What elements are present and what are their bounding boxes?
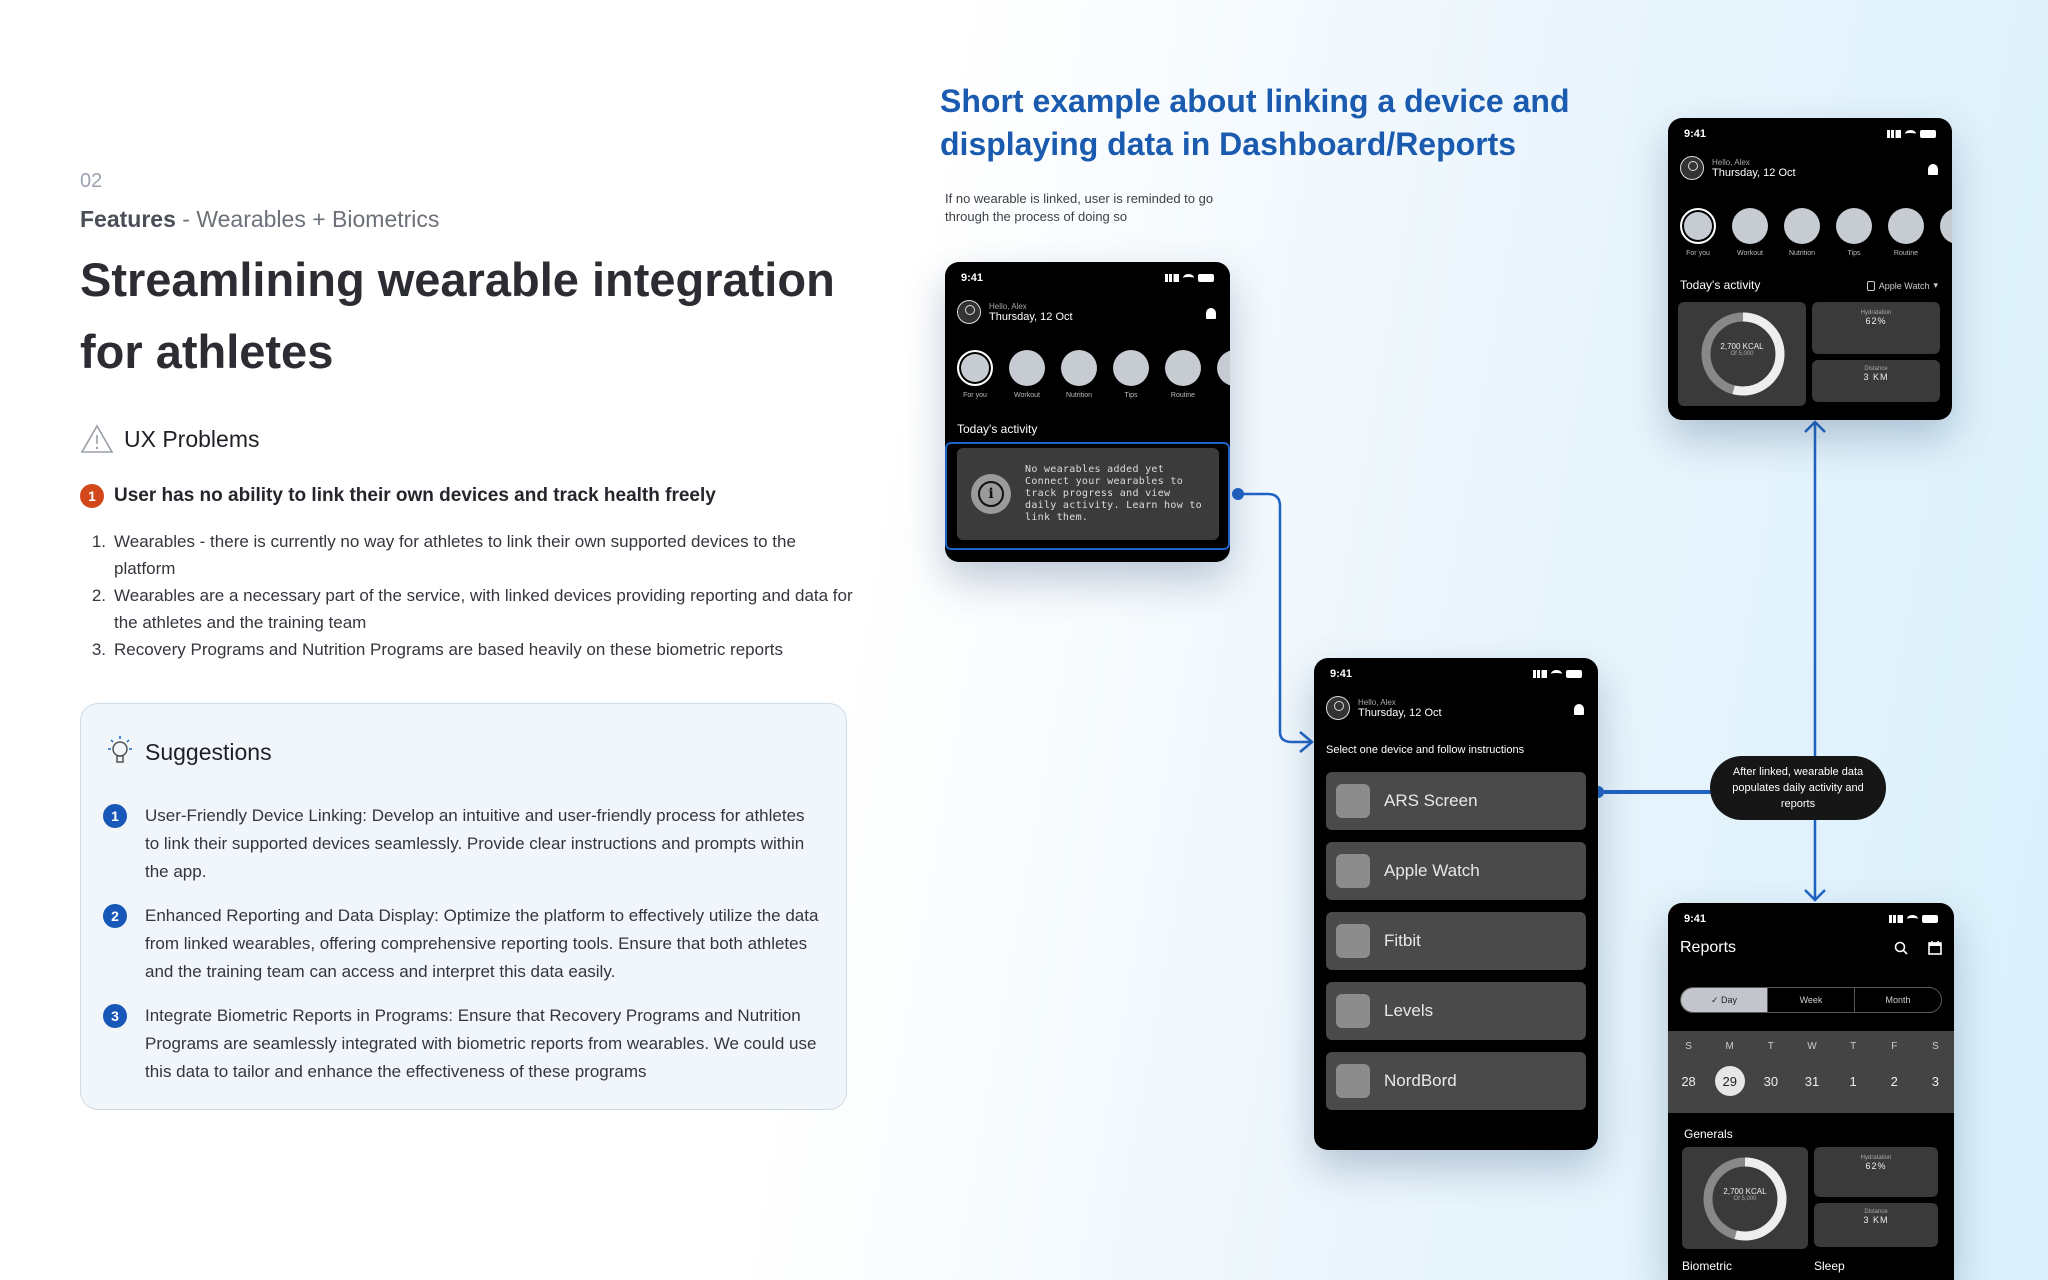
category-routine[interactable]: [1165, 350, 1201, 399]
segment-week[interactable]: [1768, 988, 1855, 1012]
lightbulb-icon: [103, 734, 137, 770]
hydration-value: 62%: [1865, 1161, 1887, 1171]
warning-icon: [80, 423, 114, 455]
list-number: 1.: [91, 532, 106, 551]
kcal-card[interactable]: [1678, 302, 1806, 406]
flow-note: If no wearable is linked, user is reminded to go through the process of doing so: [945, 191, 1214, 224]
feature-breadcrumb: [80, 206, 439, 233]
avatar[interactable]: [1680, 156, 1704, 180]
category-label: Routine: [1170, 392, 1196, 399]
bell-icon[interactable]: [1206, 308, 1216, 319]
device-label: NordBord: [1384, 1071, 1457, 1090]
empty-title: No wearables added yet: [1025, 464, 1165, 475]
distance-card[interactable]: [1812, 360, 1940, 402]
kcal-value: 2,700 KCAL: [1720, 342, 1764, 351]
hydration-card[interactable]: [1812, 302, 1940, 354]
hydration-value: 62%: [1865, 316, 1887, 326]
date-cell-selected[interactable]: 29: [1715, 1066, 1745, 1096]
hydration-card[interactable]: [1814, 1147, 1938, 1197]
weekday-label: S: [1932, 1041, 1939, 1052]
segment-month[interactable]: [1855, 988, 1941, 1012]
battery-icon: [1920, 130, 1936, 138]
device-item-nordbord[interactable]: [1326, 1052, 1586, 1110]
segment-label: Day: [1721, 995, 1738, 1005]
list-text: Wearables - there is currently no way for athletes to link their own supported devices to the platform: [114, 532, 796, 578]
category-routine[interactable]: [1888, 208, 1924, 257]
distance-value: 3 KM: [1863, 1215, 1889, 1225]
kcal-card[interactable]: [1682, 1147, 1808, 1249]
category-label: Tips: [1847, 250, 1861, 257]
device-icon: [1336, 854, 1370, 888]
device-label: Levels: [1384, 1001, 1434, 1020]
signal-icon: [1889, 915, 1903, 923]
category-label: For you: [963, 392, 987, 399]
avatar[interactable]: [1326, 696, 1350, 720]
wifi-icon: [1183, 274, 1194, 282]
status-time: 9:41: [1330, 668, 1353, 680]
select-device-label: Select one device and follow instructions: [1326, 744, 1525, 756]
generals-label: Generals: [1684, 1127, 1733, 1141]
suggestion-number-badge: 2: [103, 904, 127, 928]
avatar[interactable]: [957, 300, 981, 324]
watch-icon: [1867, 281, 1875, 291]
flow-title: Short example about linking a device and displaying data in Dashboard/Reports: [940, 83, 1570, 162]
category-image: [957, 350, 993, 386]
date-cell[interactable]: 30: [1763, 1073, 1779, 1089]
today-activity-label: Today's activity: [957, 422, 1038, 436]
list-item: [86, 636, 856, 663]
period-segmented-control: [1680, 987, 1942, 1013]
category-workout[interactable]: [1009, 350, 1045, 399]
suggestions-heading: [103, 734, 272, 770]
distance-card[interactable]: [1814, 1203, 1938, 1247]
category-image: [1165, 350, 1201, 386]
device-item-ars-screen[interactable]: [1326, 772, 1586, 830]
category-image: [1784, 208, 1820, 244]
flow-callout: After linked, wearable data populates daily activity and reports: [1710, 756, 1886, 820]
bell-icon[interactable]: [1928, 164, 1938, 175]
category-for-you[interactable]: [957, 350, 993, 399]
greeting-hello: Hello, Alex: [1712, 157, 1750, 167]
category-tips[interactable]: [1836, 208, 1872, 257]
suggestion-number-badge: 3: [103, 1004, 127, 1028]
category-image: [1732, 208, 1768, 244]
problem-title-row: [80, 484, 716, 508]
category-row: [957, 350, 1230, 399]
kcal-value: 2,700 KCAL: [1723, 1187, 1767, 1196]
weekday-label: W: [1807, 1041, 1817, 1052]
hydration-label: Hydratation: [1860, 1155, 1892, 1161]
wifi-icon: [1551, 670, 1562, 678]
section-number: 02: [80, 170, 103, 192]
status-bar: [1330, 668, 1582, 680]
category-image: [1217, 350, 1230, 386]
distance-label: Distance: [1864, 1209, 1888, 1215]
device-label: Apple Watch: [1384, 861, 1480, 880]
signal-icon: [1533, 670, 1547, 678]
today-activity-label: Today's activity: [1680, 278, 1761, 292]
kcal-target: Of 5,000: [1733, 1196, 1757, 1202]
suggestion-number-badge: 1: [103, 804, 127, 828]
list-item: [86, 582, 856, 636]
device-icon: [1336, 1064, 1370, 1098]
suggestions-card: [80, 703, 847, 1110]
ux-problems-label: UX Problems: [124, 425, 260, 452]
category-image: [1113, 350, 1149, 386]
phone-empty-state: [945, 262, 1230, 562]
suggestion-item: [103, 902, 823, 986]
problem-title: User has no ability to link their own devices and track health freely: [114, 485, 716, 506]
empty-body: Connect your wearables to track progress and view daily activity. Learn how to link them.: [1025, 476, 1202, 523]
device-selector[interactable]: [1867, 280, 1938, 291]
greeting: [957, 300, 1073, 324]
category-image: [1836, 208, 1872, 244]
greeting-date: Thursday, 12 Oct: [1358, 706, 1442, 719]
calendar-icon[interactable]: [1928, 940, 1942, 955]
hydration-label: Hydratation: [1860, 310, 1892, 316]
device-selector-label: Apple Watch: [1878, 280, 1930, 291]
phone-device-select: [1314, 658, 1598, 1150]
weekday-label: T: [1850, 1041, 1857, 1052]
category-more[interactable]: [1217, 350, 1230, 399]
suggestion-item: [103, 802, 823, 886]
page-title: Streamlining wearable integration for athletes: [80, 253, 835, 378]
device-item-levels[interactable]: [1326, 982, 1586, 1040]
signal-icon: [1887, 130, 1901, 138]
device-icon: [1336, 924, 1370, 958]
list-text: Recovery Programs and Nutrition Programs are based heavily on these biometric reports: [114, 640, 783, 659]
category-image: [1680, 208, 1716, 244]
category-image: [1888, 208, 1924, 244]
reports-title: Reports: [1680, 939, 1737, 956]
date-cell[interactable]: 28: [1681, 1073, 1696, 1089]
ux-problems-heading: [80, 423, 259, 455]
device-item-fitbit[interactable]: [1326, 912, 1586, 970]
date-cell[interactable]: 3: [1931, 1073, 1940, 1089]
bell-icon[interactable]: [1574, 704, 1584, 715]
greeting: [1680, 156, 1796, 180]
distance-value: 3 KM: [1863, 372, 1889, 382]
list-number: 2.: [91, 586, 106, 605]
search-icon[interactable]: [1894, 941, 1908, 955]
greeting-hello: Hello, Alex: [989, 301, 1027, 311]
category-label: Nutrition: [1788, 250, 1816, 257]
status-time: 9:41: [961, 272, 984, 284]
category-row: [1680, 208, 1952, 257]
sleep-label: Sleep: [1814, 1259, 1845, 1273]
segment-day[interactable]: [1681, 988, 1768, 1012]
problem-list: [86, 528, 856, 663]
info-icon: i: [971, 474, 1011, 514]
greeting-hello: Hello, Alex: [1358, 697, 1396, 707]
greeting-date: Thursday, 12 Oct: [989, 310, 1073, 323]
segment-label: Week: [1799, 995, 1823, 1005]
weekday-row: [1668, 1041, 1954, 1052]
category-nutrition[interactable]: [1784, 208, 1820, 257]
highlight-frame: [945, 442, 1230, 550]
status-bar: [1684, 913, 1938, 925]
greeting: [1326, 696, 1442, 720]
problem-number-badge: 1: [80, 484, 104, 508]
category-image: [1061, 350, 1097, 386]
kcal-target: Of 5,000: [1730, 351, 1754, 357]
suggestion-text: Enhanced Reporting and Data Display: Optimize the platform to effectively utilize the data from linked wearables, offering comprehensive reporting tools. Ensure that both athletes and the training team can access and interpret this data easily.: [145, 906, 819, 981]
status-time: 9:41: [1684, 913, 1707, 925]
wifi-icon: [1905, 130, 1916, 138]
wifi-icon: [1907, 915, 1918, 923]
device-icon: [1336, 784, 1370, 818]
list-item: [86, 528, 856, 582]
weekday-label: M: [1725, 1041, 1734, 1052]
signal-icon: [1165, 274, 1179, 282]
date-cell[interactable]: 31: [1804, 1073, 1820, 1089]
category-workout[interactable]: [1732, 208, 1768, 257]
category-for-you[interactable]: [1680, 208, 1716, 257]
category-label: Tips: [1124, 392, 1138, 399]
category-label: Nutrition: [1065, 392, 1093, 399]
category-more[interactable]: [1940, 208, 1952, 257]
chevron-down-icon: ▾: [1933, 280, 1938, 290]
list-text: Wearables are a necessary part of the service, with linked devices providing reporting and data for the athletes and the training team: [114, 586, 853, 632]
date-cell[interactable]: 2: [1890, 1073, 1898, 1089]
status-bar: [961, 272, 1214, 284]
weekday-label: T: [1767, 1041, 1774, 1052]
category-image: [1009, 350, 1045, 386]
suggestion-text: Integrate Biometric Reports in Programs: Ensure that Recovery Programs and Nutrition Programs are seamlessly integrated with biometric reports from wearables. We could use this data to tailor and enhance the effectiveness of these programs: [145, 1006, 817, 1081]
category-tips[interactable]: [1113, 350, 1149, 399]
greeting-date: Thursday, 12 Oct: [1712, 166, 1796, 179]
weekday-label: F: [1891, 1041, 1898, 1052]
kcal-text: [1682, 1187, 1808, 1202]
check-icon: ✓: [1710, 994, 1722, 1005]
date-cell[interactable]: 1: [1849, 1073, 1857, 1089]
week-calendar: [1668, 1031, 1954, 1113]
device-label: Fitbit: [1384, 931, 1421, 950]
battery-icon: [1198, 274, 1214, 282]
biometric-label: Biometric: [1682, 1259, 1733, 1273]
phone-dashboard-linked: [1668, 118, 1952, 420]
feature-topic: - Wearables + Biometrics: [175, 206, 440, 232]
list-number: 3.: [91, 640, 106, 659]
status-bar: [1684, 128, 1936, 140]
category-label: For you: [1686, 250, 1710, 257]
category-label: Workout: [1014, 392, 1040, 399]
battery-icon: [1922, 915, 1938, 923]
kcal-text: [1678, 342, 1806, 357]
suggestions-label: Suggestions: [145, 738, 272, 765]
weekday-label: S: [1685, 1041, 1692, 1052]
device-item-apple-watch[interactable]: [1326, 842, 1586, 900]
category-image: [1940, 208, 1952, 244]
distance-label: Distance: [1864, 366, 1888, 372]
battery-icon: [1566, 670, 1582, 678]
device-label: ARS Screen: [1384, 791, 1478, 810]
suggestion-text: User-Friendly Device Linking: Develop an intuitive and user-friendly process for athletes to link their supported devices seamlessly. Provide clear instructions and prompts within the app.: [145, 806, 805, 881]
phone-reports: [1668, 903, 1954, 1280]
date-row: [1668, 1066, 1954, 1096]
segment-label: Month: [1885, 995, 1911, 1005]
status-time: 9:41: [1684, 128, 1707, 140]
category-label: Workout: [1737, 250, 1763, 257]
feature-label: Features: [80, 206, 176, 232]
device-icon: [1336, 994, 1370, 1028]
category-nutrition[interactable]: [1061, 350, 1097, 399]
category-label: Routine: [1893, 250, 1919, 257]
suggestion-item: [103, 1002, 823, 1086]
